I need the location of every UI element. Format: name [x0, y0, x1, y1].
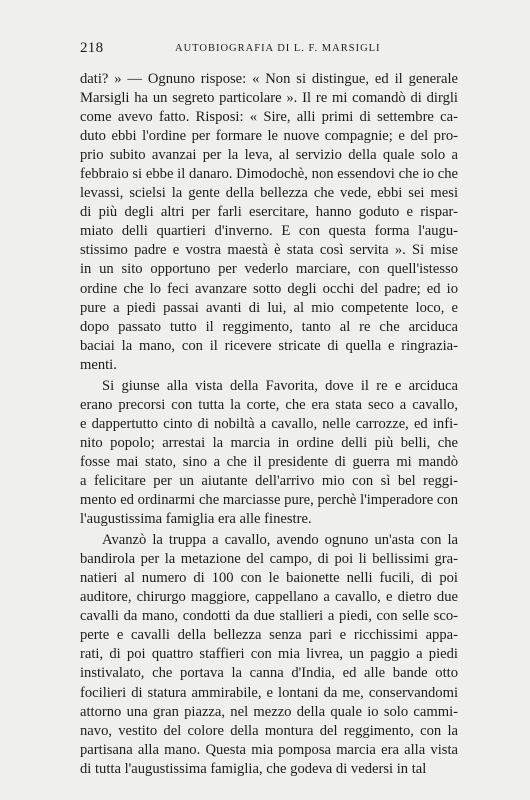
text-line: natieri al numero di 100 con le baionette nelli fucili, di poi	[80, 570, 458, 587]
text-line: a felicitare per un aiutante dell'arrivo mio con sì bel reggi-	[80, 472, 458, 489]
text-line: prio subito avanzai per la leva, al servizio della quale solo a	[80, 147, 458, 164]
text-line: partisana alla mano. Questa mia pomposa marcia era alla vista	[80, 741, 458, 758]
text-line: Si giunse alla vista della Favorita, dove il re e arciduca	[102, 377, 458, 394]
text-line: in un sito opportuno per vederlo marciare, con quell'istesso	[80, 261, 458, 278]
paragraph	[80, 377, 458, 529]
text-line: miato delli quartieri d'inverno. E con questa forma l'augu-	[80, 223, 458, 240]
text-line: pure a piedi passai avanti di lui, al mio competente loco, e	[80, 299, 458, 316]
text-line: dopo passato tutto il reggimento, tanto al re che arciduca	[80, 318, 458, 335]
text-line: cavalli da mano, condotti da due stallieri a piedi, con selle sco-	[80, 608, 458, 625]
text-line: di più degli altri per farli esercitare, hanno goduto e rispar-	[80, 204, 458, 221]
text-line: ordine che lo feci avanzare sotto degli occhi del padre; ed io	[80, 280, 458, 297]
text-line: auditore, chirurgo maggiore, cappellano a cavallo, e dietro due	[80, 589, 458, 606]
text-line: dati? » — Ognuno rispose: « Non si distingue, ed il generale	[80, 71, 458, 87]
text-line: e dappertutto cinto di nobiltà a cavallo, nelle carrozze, ed infi-	[80, 415, 458, 432]
paragraph	[80, 70, 458, 375]
text-line: duto ebbi l'ordine per formare le nuove compagnie; e del pro-	[80, 128, 458, 145]
text-line: febbraio si ebbe il danaro. Dimodochè, non essendovi che io che	[80, 166, 458, 183]
text-line: levassi, scielsi la gente della bellezza che vede, ebbi sei mesi	[80, 185, 458, 202]
text-line: fosse mai stato, sino a che il presidente di guerra mi mandò	[80, 453, 458, 470]
text-line: focilieri di statura ammirabile, e lontani da me, conservandomi	[80, 684, 458, 701]
text-line: di tutta l'augustissima famiglia, che godeva di vedersi in tal	[80, 760, 427, 777]
running-head: AUTOBIOGRAFIA DI L. F. MARSIGLI	[175, 43, 381, 54]
text-line: Avanzò la truppa a cavallo, avendo ognuno un'asta con la	[102, 532, 458, 549]
text-line: navo, vestito del colore della montura del reggimento, con la	[80, 722, 458, 739]
text-line: l'augustissima famiglia era alle finestre.	[80, 511, 312, 528]
text-line: bandirola per la metazione del campo, di poi li bellissimi gra-	[80, 551, 458, 568]
text-line: perte e cavalli della bellezza senza pari e ricchissimi appa-	[80, 627, 458, 644]
text-line: stissimo padre e vostra maestà è stata così servita ». Si mise	[80, 242, 458, 259]
paragraph	[80, 531, 458, 779]
page-header	[80, 40, 458, 60]
text-line: menti.	[80, 356, 117, 373]
text-line: mento ed ordinarmi che marciasse pure, perchè l'imperadore con	[80, 492, 458, 509]
page-number: 218	[80, 40, 104, 56]
text-line: attorno una gran piazza, nel mezzo della quale io solo cammi-	[80, 703, 458, 720]
text-line: nito popolo; arrestai la marcia in ordine delli più belli, che	[80, 434, 458, 451]
text-line: rati, di poi quattro staffieri con mia livrea, un paggio a piedi	[80, 646, 458, 663]
text-line: Marsigli ha un segreto particolare ». Il re mi comandò di dirgli	[80, 90, 458, 107]
text-line: erano precorsi con tutta la corte, che era stata seco a cavallo,	[80, 396, 458, 413]
text-line: instivalato, che portava la canna d'India, ed alle bande otto	[80, 665, 458, 682]
text-line: baciai la mano, con il ricevere stricate di quella e ringrazia-	[80, 337, 458, 354]
body-text	[80, 70, 458, 779]
text-line: come avevo fatto. Risposi: « Sire, alli primi di settembre ca-	[80, 109, 458, 126]
